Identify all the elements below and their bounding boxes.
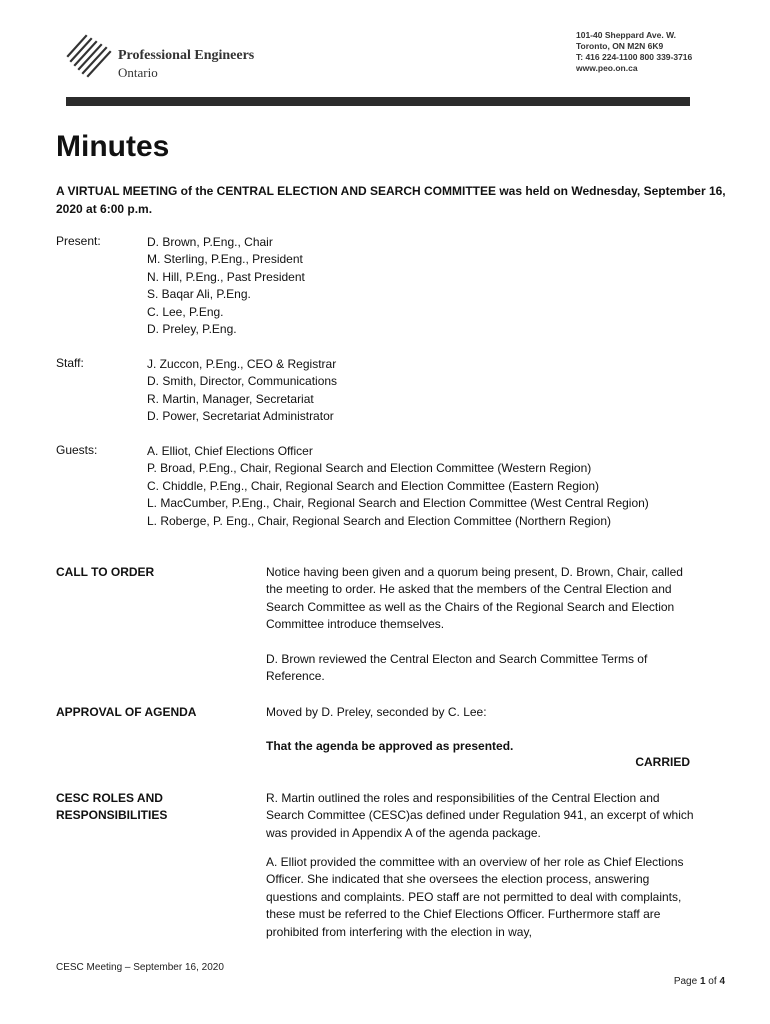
staff-list [147,356,337,426]
page-total: 4 [719,976,725,987]
page-title: Minutes [56,130,170,163]
attendee-name: D. Preley, P.Eng. [147,322,237,337]
present-list [147,234,305,338]
attendee-name: D. Brown, P.Eng., Chair [147,235,273,249]
cesc-heading-line: RESPONSIBILITIES [56,808,168,823]
org-address [576,30,692,74]
cesc-heading-line: CESC ROLES AND [56,791,163,805]
org-name-line1: Professional Engineers [118,48,255,63]
present-label: Present: [56,234,101,248]
guest-name: A. Elliot, Chief Elections Officer [147,444,313,458]
peo-logo-icon [66,32,112,78]
attendee-name: M. Sterling, P.Eng., President [147,252,303,267]
page-number [600,976,725,987]
address-line: 101-40 Sheppard Ave. W. [576,30,676,40]
of-word: of [705,976,720,987]
approval-heading: APPROVAL OF AGENDA [56,705,197,719]
attendee-name: S. Baqar Ali, P.Eng. [147,287,251,302]
peo-logo [66,32,266,82]
ceo-role-paragraph: A. Elliot provided the committee with an overview of her role as Chief Elections Officer. She indicated that she oversees the election process, answering questions and complaints. PEO staff are not permitted to deal with complaints, these must be referred to the Chief Elections Officer. Furthermore staff are prohibited from interfering with the election in way, [266,855,684,939]
guest-name: L. Roberge, P. Eng., Chair, Regional Search and Election Committee (Northern Region) [147,513,612,528]
guests-list [147,443,649,530]
staff-name: D. Smith, Director, Communications [147,374,338,389]
motion-mover: Moved by D. Preley, seconded by C. Lee: [266,705,487,719]
call-to-order-paragraph: Notice having been given and a quorum being present, D. Brown, Chair, called the meeting to order. He asked that the members of the Central Election and Search Committee as well as the Chairs of the Regional Search and Election Committee introduce themselves. [266,565,683,632]
org-name-line2: Ontario [118,65,158,80]
address-line: www.peo.on.ca [576,63,638,73]
staff-label: Staff: [56,356,84,370]
call-to-order-heading: CALL TO ORDER [56,565,155,579]
page-current: 1 [699,976,706,987]
attendee-name: C. Lee, P.Eng. [147,304,224,319]
staff-name: J. Zuccon, P.Eng., CEO & Registrar [147,357,337,371]
staff-name: D. Power, Secretariat Administrator [147,409,334,424]
footer-meeting-label: CESC Meeting – September 16, 2020 [56,962,224,973]
meeting-intro: A VIRTUAL MEETING of the CENTRAL ELECTION AND SEARCH COMMITTEE was held on Wednesday, September 16, 2020 at 6:00 p.m. [56,184,726,216]
guest-name: L. MacCumber, P.Eng., Chair, Regional Search and Election Committee (West Central Region) [147,496,649,511]
page-word: Page [673,976,700,987]
motion-text: That the agenda be approved as presented. [266,739,514,753]
terms-review-paragraph: D. Brown reviewed the Central Electon and Search Committee Terms of Reference. [266,652,648,684]
guests-label: Guests: [56,443,98,457]
guest-name: P. Broad, P.Eng., Chair, Regional Search and Election Committee (Western Region) [147,461,592,476]
cesc-roles-heading [56,790,167,825]
cesc-roles-paragraph: R. Martin outlined the roles and responsibilities of the Central Election and Search Committee (CESC)as defined under Regulation 941, an excerpt of which was provided in Appendix A of the agenda package. [266,791,694,840]
guest-name: C. Chiddle, P.Eng., Chair, Regional Search and Election Committee (Eastern Region) [147,478,600,493]
header-divider [66,97,690,106]
address-line: T: 416 224-1100 800 339-3716 [576,52,693,62]
address-line: Toronto, ON M2N 6K9 [576,41,664,51]
staff-name: R. Martin, Manager, Secretariat [147,391,314,406]
motion-result: CARRIED [635,755,690,769]
attendee-name: N. Hill, P.Eng., Past President [147,269,305,284]
